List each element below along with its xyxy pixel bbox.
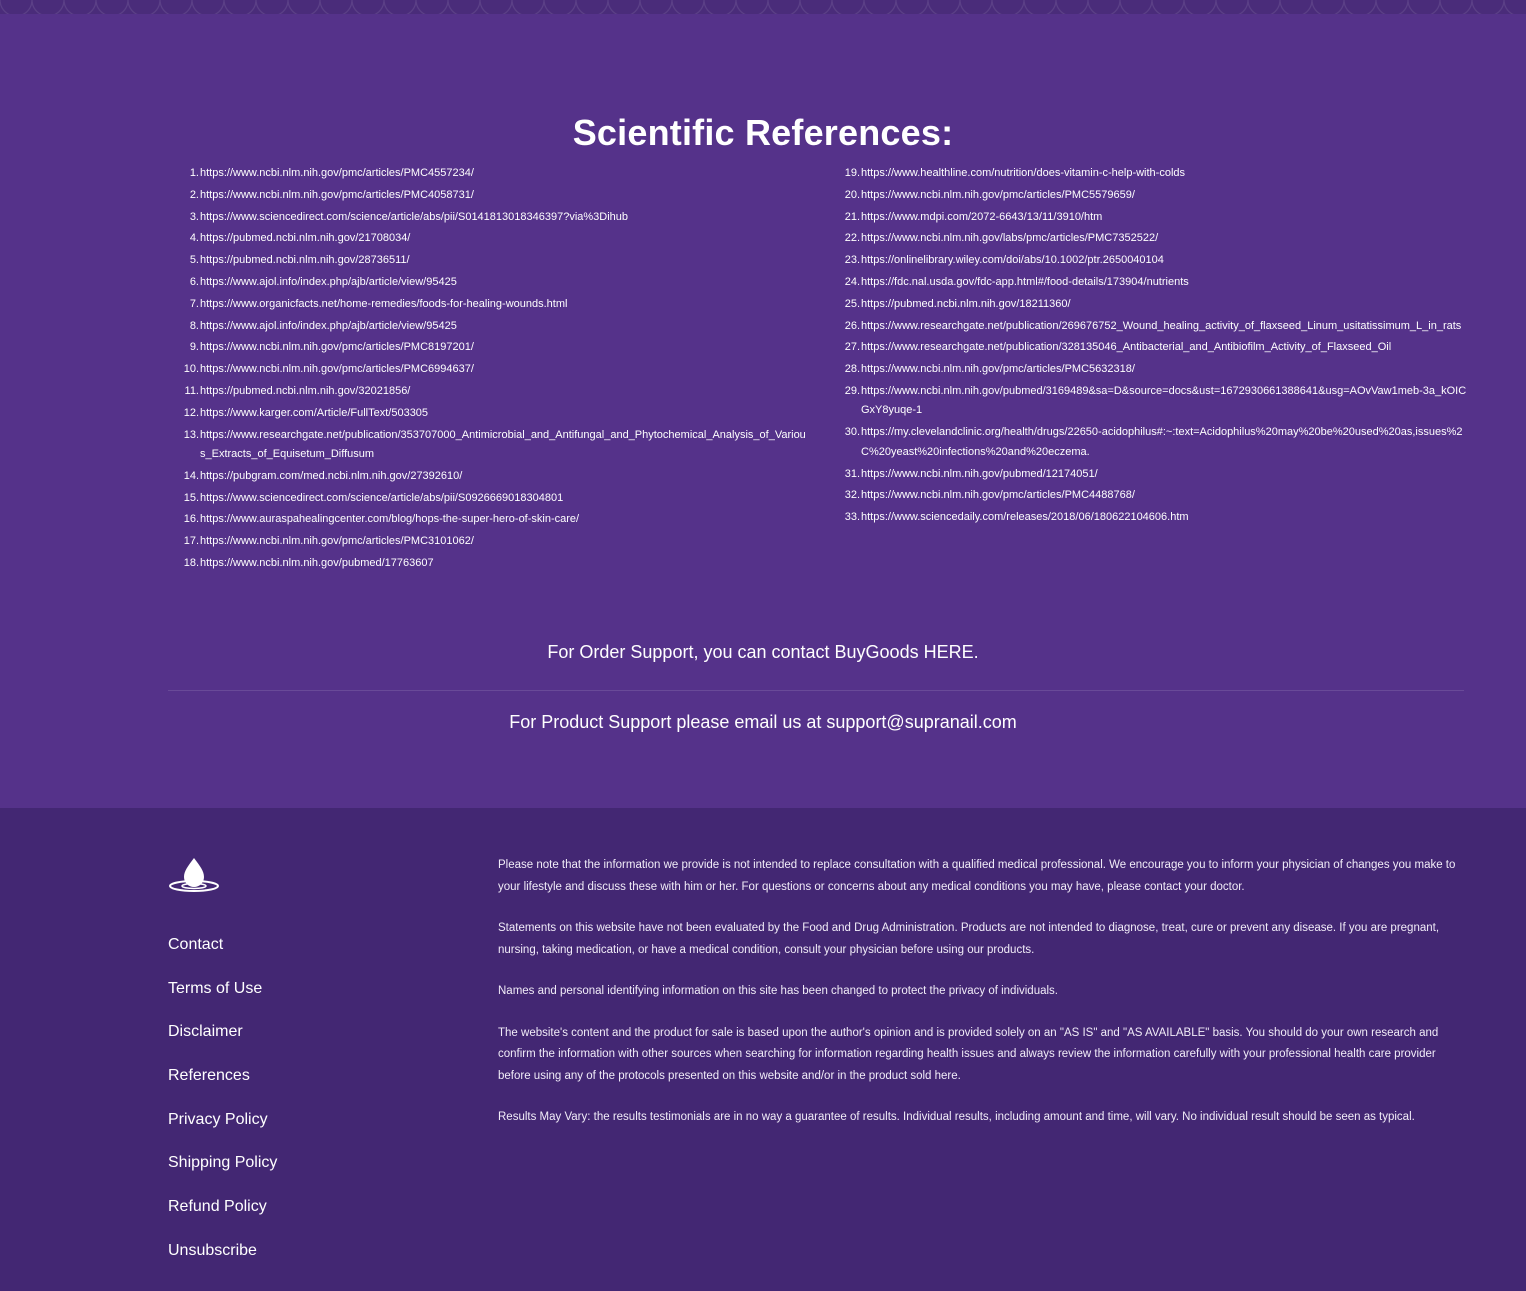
reference-number: 2. [189, 188, 199, 201]
reference-link[interactable]: https://www.ncbi.nlm.nih.gov/pmc/articles/PMC3101062/ [200, 535, 474, 548]
footer-disclaimers [498, 855, 1458, 1149]
disclaimer-paragraph: Results May Vary: the results testimonials are in no way a guarantee of results. Individual results, including amount and time, will vary. No individual result should be seen as typical. [498, 1111, 1415, 1123]
footer-link-privacy-policy[interactable]: Privacy Policy [168, 1110, 268, 1128]
reference-link[interactable]: https://www.ncbi.nlm.nih.gov/pmc/articles/PMC4058731/ [200, 188, 474, 201]
reference-number: 7. [189, 297, 199, 310]
disclaimer-paragraph: Statements on this website have not been evaluated by the Food and Drug Administration. Products are not intended to diagnose, treat, cure or prevent any disease. If you are pregnant, nursing, taking medication, or have a medical condition, consult your physician before using our products. [498, 922, 1440, 956]
reference-number: 31. [844, 467, 860, 480]
footer-nav-item [168, 936, 277, 980]
reference-number: 5. [189, 254, 199, 267]
reference-link[interactable]: https://www.ncbi.nlm.nih.gov/pmc/articles/PMC4557234/ [200, 167, 474, 179]
footer-nav-item [168, 1023, 277, 1067]
reference-number: 14. [183, 469, 199, 482]
reference-item [829, 164, 1467, 184]
reference-link[interactable]: https://pubmed.ncbi.nlm.nih.gov/18211360/ [861, 297, 1071, 310]
reference-item [829, 360, 1467, 380]
reference-number: 32. [844, 489, 860, 502]
reference-link[interactable]: https://www.sciencedirect.com/science/article/abs/pii/S0141813018346397?via%3Dihub [200, 210, 629, 223]
references-list-left [168, 164, 808, 576]
reference-item [168, 510, 808, 530]
reference-link[interactable]: https://www.ncbi.nlm.nih.gov/pubmed/3169489&sa=D&source=docs&ust=1672930661388641&usg=AOvVaw1meb-3a_kOICGxY8yuqe-1 [861, 384, 1467, 417]
reference-item [168, 251, 808, 271]
product-support-text[interactable]: For Product Support please email us at support@supranail.com [509, 712, 1017, 732]
reference-link[interactable]: https://www.organicfacts.net/home-remedies/foods-for-healing-wounds.html [200, 297, 568, 310]
reference-item [168, 317, 808, 337]
reference-item [168, 360, 808, 380]
disclaimer-paragraph: The website's content and the product for sale is based upon the author's opinion and is provided solely on an "AS IS" and "AS AVAILABLE" basis. You should do your own research and confirm the information with other sources when searching for information regarding health issues and always review the information carefully with your professional health care provider before using any of the protocols presented on this website and/or in the product sold here. [498, 1026, 1439, 1082]
reference-number: 6. [189, 275, 199, 288]
reference-number: 29. [844, 384, 860, 397]
disclaimer-paragraph: Please note that the information we provide is not intended to replace consultation with a qualified medical professional. We encourage you to inform your physician of changes you make to your lifestyle and discuss these with him or her. For questions or concerns about any medical conditions you may have, please contact your doctor. [498, 859, 1456, 893]
reference-item [829, 382, 1467, 421]
reference-link[interactable]: https://www.auraspahealingcenter.com/blog/hops-the-super-hero-of-skin-care/ [200, 513, 580, 526]
reference-link[interactable]: https://pubmed.ncbi.nlm.nih.gov/21708034/ [200, 232, 411, 245]
reference-number: 18. [183, 557, 199, 570]
reference-item [168, 426, 808, 465]
reference-item [168, 489, 808, 509]
reference-number: 8. [189, 319, 199, 332]
footer-link-references[interactable]: References [168, 1067, 250, 1085]
reference-item [168, 208, 808, 228]
section-divider [168, 690, 1464, 691]
reference-link[interactable]: https://www.mdpi.com/2072-6643/13/11/3910/htm [861, 210, 1103, 223]
water-drop-logo-icon[interactable] [168, 856, 220, 894]
footer-link-unsubscribe[interactable]: Unsubscribe [168, 1241, 257, 1259]
reference-number: 9. [189, 341, 199, 354]
reference-number: 22. [844, 232, 860, 245]
reference-number: 10. [183, 363, 199, 376]
reference-link[interactable]: https://fdc.nal.usda.gov/fdc-app.html#/food-details/173904/nutrients [861, 275, 1189, 288]
reference-number: 17. [183, 535, 199, 548]
footer-nav-item [168, 980, 277, 1024]
reference-item [829, 229, 1467, 249]
reference-number: 33. [844, 511, 860, 524]
footer-link-contact[interactable]: Contact [168, 936, 224, 953]
reference-link[interactable]: https://pubmed.ncbi.nlm.nih.gov/28736511/ [200, 254, 410, 267]
reference-link[interactable]: https://www.sciencedirect.com/science/article/abs/pii/S0926669018304801 [200, 491, 564, 504]
reference-item [168, 554, 808, 574]
decorative-wave-band [0, 0, 1526, 14]
reference-item [829, 338, 1467, 358]
reference-item [829, 251, 1467, 271]
reference-link[interactable]: https://www.ajol.info/index.php/ajb/article/view/95425 [200, 319, 457, 332]
reference-link[interactable]: https://www.researchgate.net/publication/269676752_Wound_healing_activity_of_flaxseed_Linum_usitatissimum_L_in_rats [861, 319, 1462, 332]
reference-link[interactable]: https://pubgram.com/med.ncbi.nlm.nih.gov/27392610/ [200, 469, 463, 482]
reference-item [829, 465, 1467, 485]
reference-number: 30. [844, 426, 860, 439]
references-section [0, 14, 1526, 808]
reference-item [829, 317, 1467, 337]
reference-item [829, 295, 1467, 315]
reference-number: 24. [844, 275, 860, 288]
reference-item [829, 208, 1467, 228]
reference-number: 4. [189, 232, 199, 245]
footer-link-terms-of-use[interactable]: Terms of Use [168, 979, 263, 997]
reference-number: 11. [184, 384, 199, 397]
reference-number: 3. [189, 210, 199, 223]
reference-item [168, 338, 808, 358]
reference-item [168, 164, 808, 184]
footer-link-shipping-policy[interactable]: Shipping Policy [168, 1154, 278, 1172]
reference-number: 15. [183, 491, 199, 504]
reference-link[interactable]: https://www.ajol.info/index.php/ajb/article/view/95425 [200, 275, 457, 288]
footer-link-refund-policy[interactable]: Refund Policy [168, 1198, 267, 1216]
reference-item [829, 273, 1467, 293]
reference-link[interactable]: https://www.ncbi.nlm.nih.gov/pmc/articles/PMC8197201/ [200, 341, 474, 354]
footer-nav-item [168, 1242, 277, 1286]
reference-link[interactable]: https://www.healthline.com/nutrition/does-vitamin-c-help-with-colds [861, 167, 1186, 179]
reference-item [168, 404, 808, 424]
reference-number: 21. [844, 210, 860, 223]
reference-link[interactable]: https://www.researchgate.net/publication/328135046_Antibacterial_and_Antibiofilm_Activity_of_Flaxseed_Oil [861, 341, 1392, 354]
reference-item [168, 186, 808, 206]
reference-item [168, 532, 808, 552]
reference-link[interactable]: https://my.clevelandclinic.org/health/drugs/22650-acidophilus#:~:text=Acidophilus%20may%20be%20used%20as,issues%2C%20yeast%20infections%20and%20eczema. [861, 426, 1463, 458]
order-support-text[interactable]: For Order Support, you can contact BuyGoods HERE. [547, 642, 979, 662]
reference-number: 13. [183, 428, 199, 441]
reference-link[interactable]: https://www.ncbi.nlm.nih.gov/pubmed/17763607 [200, 557, 434, 570]
reference-number: 28. [844, 363, 860, 376]
reference-item [168, 382, 808, 402]
reference-link[interactable]: https://www.karger.com/Article/FullText/503305 [200, 406, 429, 419]
footer-nav-item [168, 1198, 277, 1242]
reference-link[interactable]: https://www.ncbi.nlm.nih.gov/pmc/articles/PMC5579659/ [861, 188, 1135, 201]
reference-link[interactable]: https://onlinelibrary.wiley.com/doi/abs/10.1002/ptr.2650040104 [861, 254, 1164, 267]
footer-nav-item [168, 1111, 277, 1155]
reference-number: 20. [844, 188, 860, 201]
reference-number: 27. [844, 341, 860, 354]
reference-item [829, 508, 1467, 528]
reference-link[interactable]: https://www.ncbi.nlm.nih.gov/pmc/articles/PMC6994637/ [200, 363, 474, 376]
reference-number: 12. [183, 406, 199, 419]
disclaimer-paragraph: Names and personal identifying information on this site has been changed to protect the privacy of individuals. [498, 985, 1058, 997]
reference-number: 23. [844, 254, 860, 267]
reference-item [168, 467, 808, 487]
reference-link[interactable]: https://www.ncbi.nlm.nih.gov/pmc/articles/PMC5632318/ [861, 363, 1135, 376]
reference-item [829, 186, 1467, 206]
footer-nav [168, 936, 277, 1286]
reference-number: 25. [844, 297, 860, 310]
footer-nav-item [168, 1154, 277, 1198]
references-title: Scientific References: [572, 112, 954, 153]
references-list-right [829, 164, 1467, 530]
reference-link[interactable]: https://www.ncbi.nlm.nih.gov/labs/pmc/articles/PMC7352522/ [861, 232, 1159, 245]
reference-number: 26. [844, 319, 860, 332]
footer-link-disclaimer[interactable]: Disclaimer [168, 1023, 243, 1041]
reference-number: 1. [189, 167, 199, 179]
reference-link[interactable]: https://www.ncbi.nlm.nih.gov/pubmed/12174051/ [861, 467, 1098, 480]
reference-item [829, 423, 1467, 462]
reference-item [168, 295, 808, 315]
footer-nav-item [168, 1067, 277, 1111]
reference-number: 19. [844, 167, 860, 179]
reference-item [168, 229, 808, 249]
reference-item [829, 486, 1467, 506]
reference-link[interactable]: https://pubmed.ncbi.nlm.nih.gov/32021856/ [200, 384, 411, 397]
reference-link[interactable]: https://www.ncbi.nlm.nih.gov/pmc/articles/PMC4488768/ [861, 489, 1135, 502]
reference-link[interactable]: https://www.sciencedaily.com/releases/2018/06/180622104606.htm [861, 511, 1189, 524]
reference-item [168, 273, 808, 293]
reference-number: 16. [183, 513, 199, 526]
reference-link[interactable]: https://www.researchgate.net/publication/353707000_Antimicrobial_and_Antifungal_and_Phytochemical_Analysis_of_Various_Extracts_of_Equisetum_Diffusum [200, 428, 806, 461]
site-footer [0, 808, 1526, 1291]
